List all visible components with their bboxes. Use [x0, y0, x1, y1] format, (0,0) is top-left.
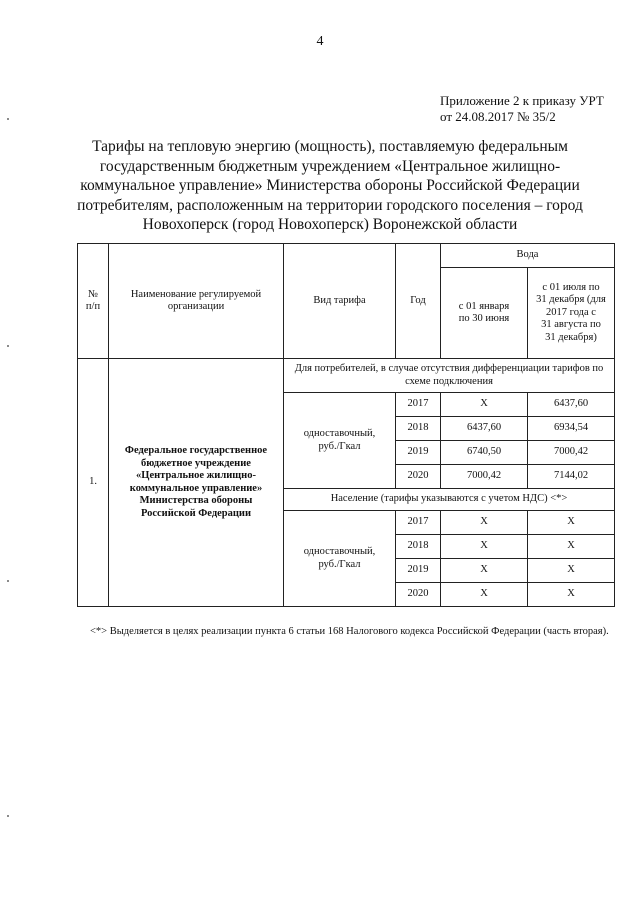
scan-mark	[7, 580, 9, 582]
value-cell: X	[441, 393, 528, 417]
section-1-tariff: одноставочный, руб./Гкал	[284, 393, 396, 489]
section-1-title: Для потребителей, в случае отсутствия дифференциации тарифов по схеме подключения	[284, 359, 615, 393]
header-period-1: с 01 января по 30 июня	[441, 268, 528, 359]
organization-name: Федеральное государственное бюджетное учреждение «Центральное жилищно- коммунальное управление» Министерства обороны Российской Федерации	[109, 359, 284, 607]
year-cell: 2019	[396, 441, 441, 465]
title-line-2: государственным бюджетным учреждением «Центральное жилищно-	[99, 157, 561, 175]
tariff-table	[77, 243, 615, 607]
year-cell: 2018	[396, 535, 441, 559]
section-2-title: Население (тарифы указываются с учетом НДС) <*>	[284, 489, 615, 511]
scan-mark	[7, 118, 9, 120]
value-cell: 6934,54	[528, 417, 615, 441]
title-line-5: Новохоперск (город Новохоперск) Воронежской области	[142, 216, 518, 233]
value-cell: 7000,42	[528, 441, 615, 465]
value-cell: X	[528, 559, 615, 583]
title-line-1: Тарифы на тепловую энергию (мощность), поставляемую федеральным	[92, 138, 568, 155]
header-year: Год	[396, 244, 441, 359]
value-cell: X	[441, 583, 528, 607]
appendix-line-2: от 24.08.2017 № 35/2	[440, 109, 556, 124]
value-cell: 6740,50	[441, 441, 528, 465]
year-cell: 2018	[396, 417, 441, 441]
value-cell: 7144,02	[528, 465, 615, 489]
appendix-reference	[440, 93, 604, 125]
year-cell: 2020	[396, 465, 441, 489]
value-cell: X	[441, 559, 528, 583]
document-title	[70, 137, 590, 235]
value-cell: X	[528, 535, 615, 559]
page-number: 4	[316, 34, 324, 49]
header-tariff-type: Вид тарифа	[284, 244, 396, 359]
value-cell: X	[528, 583, 615, 607]
title-line-3: коммунальное управление» Министерства обороны Российской Федерации	[80, 177, 580, 194]
scan-mark	[7, 345, 9, 347]
footnote: <*> Выделяется в целях реализации пункта 6 статьи 168 Налогового кодекса Российской Федерации (часть вторая).	[90, 626, 609, 637]
header-organization: Наименование регулируемой организации	[109, 244, 284, 359]
value-cell: 6437,60	[528, 393, 615, 417]
value-cell: 7000,42	[441, 465, 528, 489]
title-line-4: потребителям, расположенным на территории городского поселения – город	[77, 196, 583, 214]
value-cell: X	[441, 511, 528, 535]
row-number: 1.	[78, 359, 109, 607]
year-cell: 2019	[396, 559, 441, 583]
header-num: № п/п	[78, 244, 109, 359]
appendix-line-1: Приложение 2 к приказу УРТ	[440, 93, 604, 108]
year-cell: 2017	[396, 511, 441, 535]
value-cell: X	[441, 535, 528, 559]
header-period-2: с 01 июля по 31 декабря (для 2017 года с 31 августа по 31 декабря)	[528, 268, 615, 359]
value-cell: 6437,60	[441, 417, 528, 441]
value-cell: X	[528, 511, 615, 535]
section-2-tariff: одноставочный, руб./Гкал	[284, 511, 396, 607]
scan-mark	[7, 815, 9, 817]
year-cell: 2017	[396, 393, 441, 417]
header-water: Вода	[441, 244, 615, 268]
year-cell: 2020	[396, 583, 441, 607]
